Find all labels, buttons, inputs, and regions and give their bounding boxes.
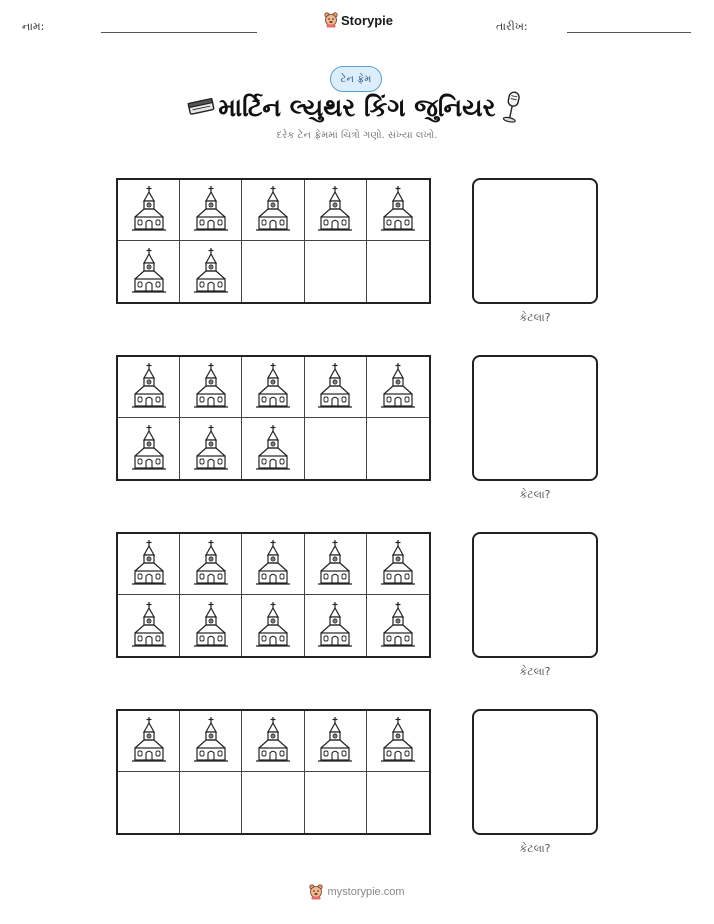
ten-frame-cell <box>118 711 180 772</box>
ten-frame-cell <box>367 357 429 418</box>
ten-frame-cell <box>305 418 367 479</box>
ten-frame-cell <box>118 241 180 302</box>
church-icon <box>317 362 353 412</box>
church-icon <box>131 362 167 412</box>
page-title: માર્ટિન લ્યુથર કિંગ જુનિયર <box>218 93 496 122</box>
answer-label: કેટલા? <box>519 665 551 678</box>
church-icon <box>255 716 291 766</box>
ten-frame-cell <box>180 241 242 302</box>
church-icon <box>380 539 416 589</box>
answer-box[interactable] <box>472 532 598 658</box>
ten-frame-cell <box>367 772 429 833</box>
ten-frame-cell <box>305 772 367 833</box>
name-label: નામ: <box>22 20 45 33</box>
ten-frame-cell <box>305 180 367 241</box>
ten-frame-cell <box>180 711 242 772</box>
ten-frame-cell <box>305 241 367 302</box>
church-icon <box>131 424 167 474</box>
ten-frame-cell <box>367 595 429 656</box>
ten-frame-cell <box>242 534 304 595</box>
church-icon <box>255 601 291 651</box>
ten-frame-cell <box>367 534 429 595</box>
church-icon <box>193 424 229 474</box>
answer-box[interactable] <box>472 709 598 835</box>
ten-frame-cell <box>180 180 242 241</box>
ten-frame-cell <box>367 418 429 479</box>
brand-logo <box>324 12 393 28</box>
ten-frame-cell <box>242 711 304 772</box>
answer-box[interactable] <box>472 178 598 304</box>
ten-frame-cell <box>305 711 367 772</box>
church-icon <box>317 601 353 651</box>
church-icon <box>255 185 291 235</box>
ten-frame-cell <box>118 418 180 479</box>
church-icon <box>380 362 416 412</box>
bear-mascot-icon <box>309 884 323 900</box>
church-icon <box>380 185 416 235</box>
ten-frame-cell <box>180 772 242 833</box>
brand-name: Storypie <box>341 12 394 28</box>
ten-frame <box>116 709 431 835</box>
church-icon <box>193 362 229 412</box>
answer-box[interactable] <box>472 355 598 481</box>
ten-frame-cell <box>118 772 180 833</box>
church-icon <box>255 362 291 412</box>
answer-label: કેટલા? <box>519 842 551 855</box>
ten-frame-cell <box>180 534 242 595</box>
ten-frame <box>116 532 431 658</box>
ten-frame-cell <box>180 595 242 656</box>
church-icon <box>193 601 229 651</box>
answer-label: કેટલા? <box>519 311 551 324</box>
instruction-text: દરેક ટેન ફ્રેમમાં ચિત્રો ગણો. સંખ્યા લખો. <box>276 130 438 141</box>
ten-frame-cell <box>180 357 242 418</box>
church-icon <box>193 185 229 235</box>
ten-frame-cell <box>242 357 304 418</box>
church-icon <box>193 716 229 766</box>
footer-url: mystorypie.com <box>327 886 405 898</box>
ten-frame-cell <box>242 180 304 241</box>
church-icon <box>131 539 167 589</box>
ten-frame-badge: ટેન ફ્રેમ <box>330 66 382 92</box>
ten-frame-cell <box>180 418 242 479</box>
answer-label: કેટલા? <box>519 488 551 501</box>
church-icon <box>255 539 291 589</box>
ten-frame-cell <box>118 357 180 418</box>
church-icon <box>380 716 416 766</box>
church-icon <box>131 247 167 297</box>
ten-frame-cell <box>305 534 367 595</box>
ten-frame-cell <box>367 241 429 302</box>
ten-frame-cell <box>118 534 180 595</box>
church-icon <box>193 247 229 297</box>
ten-frame <box>116 178 431 304</box>
name-line[interactable] <box>101 32 257 33</box>
date-label: તારીખ: <box>496 20 528 33</box>
church-icon <box>131 185 167 235</box>
ten-frame <box>116 355 431 481</box>
church-icon <box>131 601 167 651</box>
church-icon <box>317 185 353 235</box>
church-icon <box>131 716 167 766</box>
ten-frame-cell <box>242 772 304 833</box>
church-icon <box>380 601 416 651</box>
ten-frame-cell <box>242 241 304 302</box>
footer <box>0 884 714 900</box>
ten-frame-cell <box>118 180 180 241</box>
church-icon <box>255 424 291 474</box>
ten-frame-cell <box>118 595 180 656</box>
church-icon <box>193 539 229 589</box>
church-icon <box>317 716 353 766</box>
ten-frame-cell <box>305 595 367 656</box>
date-line[interactable] <box>567 32 691 33</box>
ten-frame-cell <box>367 180 429 241</box>
ten-frame-cell <box>242 595 304 656</box>
microphone-icon <box>502 90 522 124</box>
ten-frame-cell <box>305 357 367 418</box>
bear-mascot-icon <box>324 12 338 28</box>
ten-frame-cell <box>242 418 304 479</box>
ten-frame-cell <box>367 711 429 772</box>
church-icon <box>317 539 353 589</box>
